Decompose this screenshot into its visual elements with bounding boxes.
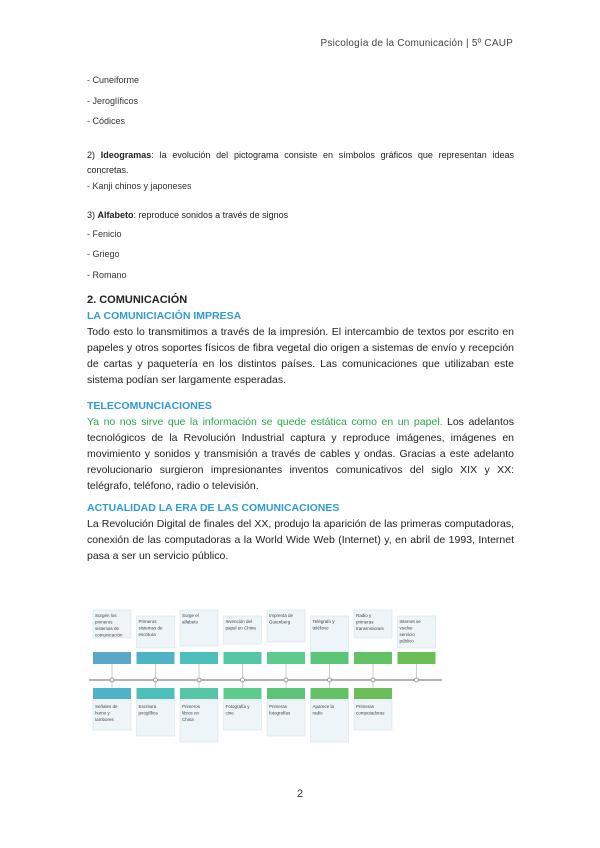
timeline-card-text: Surge el (182, 613, 199, 618)
timeline-card-text: Radio y (356, 613, 372, 618)
timeline-card-text: comunicación (95, 632, 123, 638)
subsection-title-impresa: LA COMUNICIACIÓN IMPRESA (87, 309, 242, 322)
timeline-card-band (93, 652, 131, 664)
timeline-card-band (224, 688, 262, 699)
page-number: 2 (296, 788, 304, 800)
ideogramas-text: : la evolución del pictograma consiste en símbolos gráficos que representan ideas concretas. (87, 149, 514, 175)
timeline-bottom-card (267, 680, 305, 736)
list-item: - Jeroglíficos (87, 95, 139, 106)
timeline-card-text: teléfono (312, 625, 329, 631)
timeline-card-text: escritura (138, 632, 156, 637)
timeline-card-text: Señales de (95, 704, 118, 709)
timeline-card-text: jeroglífica (138, 710, 158, 716)
timeline-card-text: Fotografía y (225, 704, 250, 709)
timeline-bottom-card (311, 680, 349, 742)
paragraph-telecom (87, 414, 514, 494)
timeline-card-text: China (182, 717, 194, 722)
timeline-card-text: Primeros (138, 619, 157, 624)
timeline-card-text: fotografías (269, 710, 291, 716)
list-item: - Códices (87, 116, 126, 126)
timeline-card-text: radio (312, 710, 323, 716)
timeline-card-band (224, 652, 262, 664)
timeline-bottom-card (137, 680, 175, 736)
timeline-card-band (93, 688, 131, 699)
ideogramas-number: 2) (87, 149, 101, 160)
alfabeto-number: 3) (87, 209, 98, 220)
timeline-card-text: Imprenta de (269, 613, 294, 618)
timeline-card-text: transmisiones (356, 626, 384, 631)
paragraph-telecom-rest: Los adelantos tecnológicos de la Revolución Industrial captura y reproduce imágenes, imágenes en movimiento y sonidos y transmisión a través de cables y ondas. Gracias a este adelanto revolucionario surgieron impresionantes inventos comunicativos del siglo XIX y XX: telégrafo, teléfono, radio o televisión. (87, 415, 514, 492)
ideogramas-term: Ideogramas (100, 149, 152, 160)
timeline-card-text: primeras (356, 619, 374, 625)
subsection-title-telecom: TELECOMUNCIACIONES (87, 399, 212, 412)
list-item: - Griego (87, 249, 120, 259)
timeline-card-text: sistemas de (95, 626, 120, 631)
paragraph-actualidad: La Revolución Digital de finales del XX, produjo la aparición de las primeras computadoras, conexión de las computadoras a la World Wide Web (Internet) y, en abril de 1993, Internet pasa a ser un servicio público. (87, 517, 514, 562)
timeline-card-text: Internet se (399, 619, 421, 624)
timeline-card-text: papel en China (225, 625, 256, 631)
timeline-card-text: computadoras (356, 710, 385, 716)
timeline-card-text: primeros (95, 619, 113, 625)
subsection-title-actualidad: ACTUALIDAD LA ERA DE LAS COMUNICACIONES (87, 501, 340, 514)
list-item: - Cuneiforme (87, 75, 140, 85)
highlight-text: Ya no nos sirve que la información se quede estática como en un papel. (87, 415, 443, 428)
alfabeto-text: : reproduce sonidos a través de signos (133, 209, 289, 220)
page-header: Psicología de la Comunicación | 5º CAUP (320, 38, 513, 49)
timeline-card-text: Escritura (138, 704, 157, 709)
timeline-card-band (267, 652, 305, 664)
timeline-card-text: Primeras (269, 704, 288, 709)
list-item: - Kanji chinos y japoneses (87, 180, 192, 191)
timeline-card-text: público (399, 638, 414, 644)
timeline-card-band (267, 688, 305, 699)
timeline-card-band (311, 652, 349, 664)
timeline-card-text: Gutenberg (269, 619, 291, 625)
timeline-card-text: alfabeto (182, 619, 199, 625)
timeline-card-text: cine (225, 710, 234, 716)
timeline-card-band (137, 688, 175, 699)
section-title: 2. COMUNICACIÓN (87, 293, 188, 306)
timeline-card-band (311, 688, 349, 699)
timeline-card-text: Invención del (225, 619, 253, 624)
paragraph-impresa: Todo esto lo transmitimos a través de la impresión. El intercambio de textos por escrito en papeles y otros soportes físicos de fibra vegetal dio origen a sistemas de envío y recepción de cartas y paquetería en los distintos países. Las comunicaciones que utilizaban este sistema podían ser largamente esperadas. (87, 325, 514, 386)
alfabeto-paragraph (87, 208, 514, 223)
timeline-card-band (137, 652, 175, 664)
timeline-card-text: vuelve (399, 625, 413, 631)
page-content (87, 72, 514, 564)
timeline-card-band (354, 688, 392, 699)
timeline-card-text: Aparece la (312, 704, 335, 709)
timeline-dot (415, 678, 419, 682)
timeline-card-text: Surgen los (95, 613, 117, 618)
list-item: - Fenicio (87, 228, 122, 239)
timeline-card-text: Primeras (356, 704, 375, 709)
timeline-card-text: Telégrafo y (312, 619, 335, 624)
timeline-card-text: Primeros (182, 704, 201, 709)
timeline-card-text: servicio (399, 632, 415, 637)
ideogramas-paragraph (87, 148, 514, 178)
timeline-card-band (180, 688, 218, 699)
timeline-card-band (398, 652, 436, 664)
timeline-infographic (87, 604, 444, 750)
timeline-card-text: humo y (95, 710, 110, 716)
timeline-card-text: tambores (95, 717, 114, 722)
timeline-card-text: libros en (182, 710, 200, 716)
timeline-svg (87, 604, 444, 750)
timeline-card-band (354, 652, 392, 664)
alfabeto-term: Alfabeto (97, 209, 134, 220)
timeline-card-text: sistemas de (138, 625, 163, 631)
list-item: - Romano (87, 269, 127, 280)
timeline-card-band (180, 652, 218, 664)
timeline-bottom-card (180, 680, 218, 742)
